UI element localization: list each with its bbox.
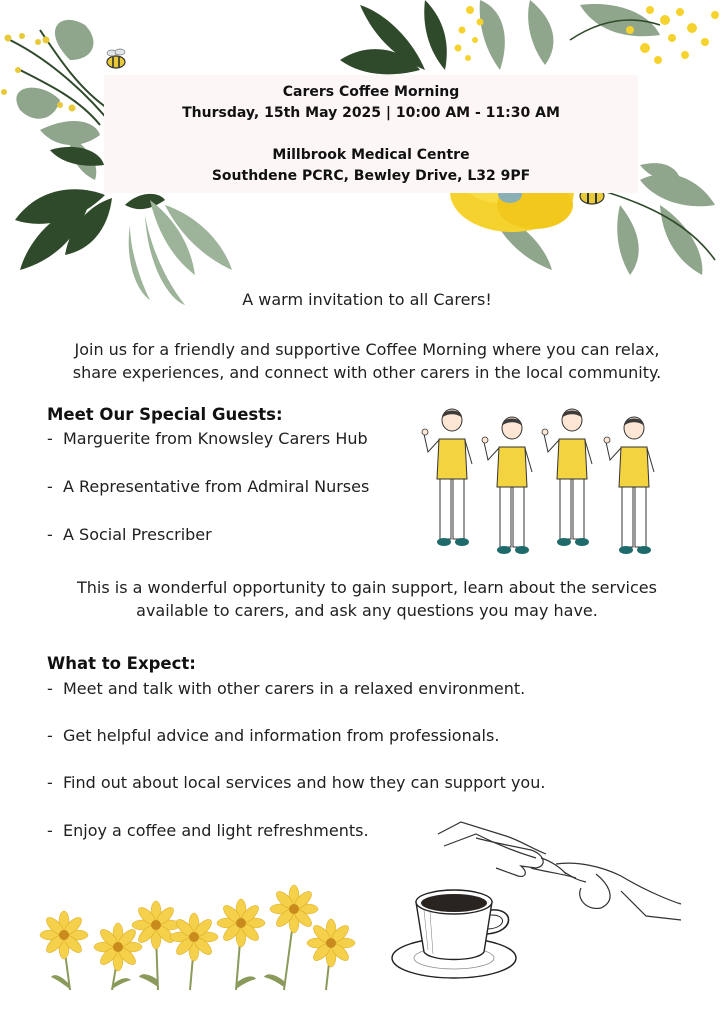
expect-item-label: Meet and talk with other carers in a relaxed environment. <box>63 679 526 698</box>
expect-item-label: Enjoy a coffee and light refreshments. <box>63 821 369 840</box>
bullet-dash: - <box>47 773 53 792</box>
bullet-dash: - <box>47 477 53 496</box>
expect-item <box>47 679 525 698</box>
expect-item-label: Find out about local services and how they can support you. <box>63 773 546 792</box>
intro-paragraph-line-2: share experiences, and connect with other carers in the local community. <box>72 363 662 382</box>
guests-heading: Meet Our Special Guests: <box>47 405 283 424</box>
expect-item <box>47 821 369 840</box>
event-datetime: Thursday, 15th May 2025 | 10:00 AM - 11:30 AM <box>182 105 560 121</box>
event-venue: Millbrook Medical Centre <box>272 147 470 163</box>
bullet-dash: - <box>47 726 53 745</box>
yellow-flowers-illustration <box>36 885 366 995</box>
bullet-dash: - <box>47 821 53 840</box>
bullet-dash: - <box>47 525 53 544</box>
guest-item <box>47 429 368 448</box>
expect-item <box>47 726 499 745</box>
event-header-box <box>104 75 638 193</box>
expect-item <box>47 773 545 792</box>
bullet-dash: - <box>47 429 53 448</box>
invitation-line: A warm invitation to all Carers! <box>242 290 492 309</box>
bee-icon <box>107 49 125 68</box>
guest-item-label: Marguerite from Knowsley Carers Hub <box>63 429 368 448</box>
guest-item <box>47 525 212 544</box>
intro-paragraph-line-1: Join us for a friendly and supportive Coffee Morning where you can relax, <box>74 340 660 359</box>
guest-item-label: A Social Prescriber <box>63 525 212 544</box>
guest-item-label: A Representative from Admiral Nurses <box>63 477 370 496</box>
coffee-cup-illustration <box>390 880 530 990</box>
opportunity-line-2: available to carers, and ask any questions you may have. <box>136 601 598 620</box>
event-title: Carers Coffee Morning <box>282 84 460 100</box>
opportunity-line-1: This is a wonderful opportunity to gain support, learn about the services <box>77 578 657 597</box>
bullet-dash: - <box>47 679 53 698</box>
people-illustration <box>418 402 658 552</box>
expect-heading: What to Expect: <box>47 654 196 673</box>
expect-item-label: Get helpful advice and information from professionals. <box>63 726 500 745</box>
event-address: Southdene PCRC, Bewley Drive, L32 9PF <box>211 168 531 184</box>
guest-item <box>47 477 369 496</box>
